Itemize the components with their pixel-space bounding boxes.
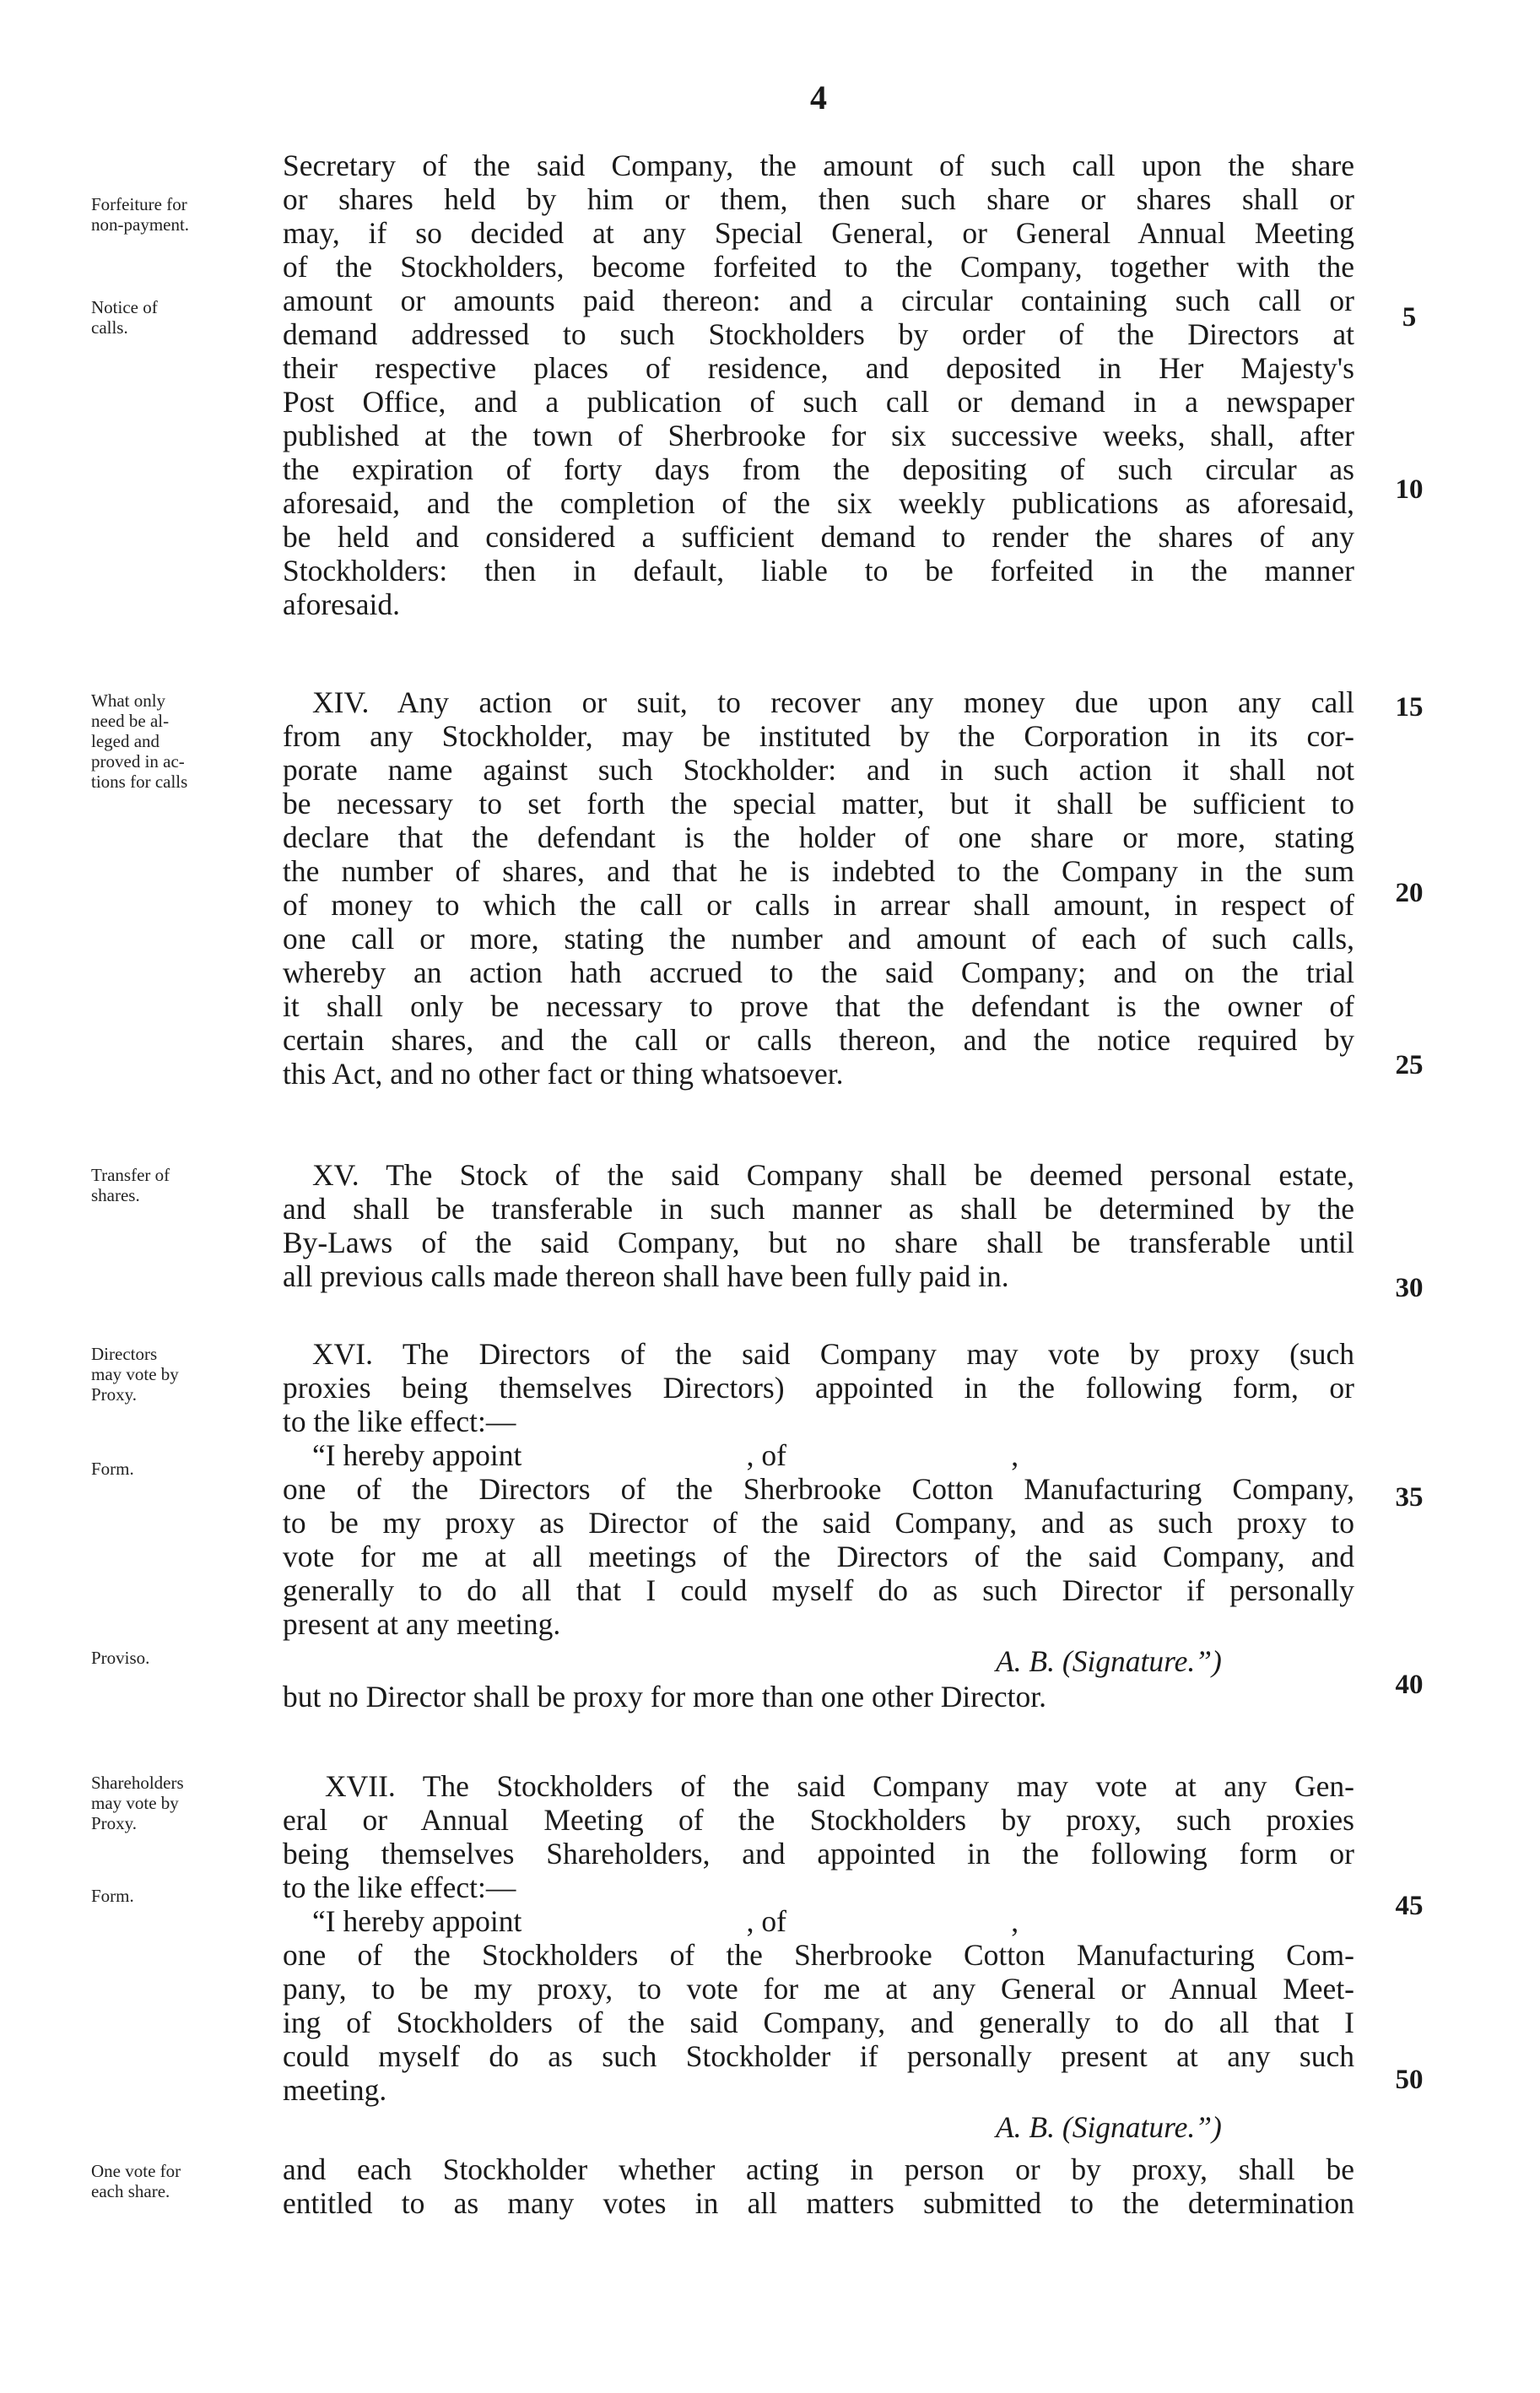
body-line: their respective places of residence, and deposited in Her Majesty's: [283, 351, 1354, 385]
line-number: 35: [1395, 1482, 1424, 1513]
body-line: all previous calls made thereon shall have been fully paid in.: [283, 1259, 1009, 1293]
line-number: 40: [1395, 1670, 1424, 1700]
body-line: one of the Directors of the Sherbrooke Cotton Manufacturing Company,: [283, 1472, 1354, 1506]
side-note-what-only: [91, 690, 285, 792]
section-heading-line: XVI. The Directors of the said Company may vote by proxy (such: [312, 1337, 1354, 1371]
side-note-one-vote: [91, 2161, 285, 2201]
body-line: whereby an action hath accrued to the said Company; and on the trial: [283, 956, 1354, 989]
body-line: proxies being themselves Directors) appointed in the following form, or: [283, 1371, 1354, 1405]
side-note-notice: [91, 297, 285, 338]
side-note-form-1: [91, 1459, 285, 1479]
body-line: amount or amounts paid thereon: and a circular containing such call or: [283, 284, 1354, 317]
body-line: and each Stockholder whether acting in person or by proxy, shall be: [283, 2152, 1354, 2186]
body-line: demand addressed to such Stockholders by order of the Directors at: [283, 317, 1354, 351]
form-appoint-line: “I hereby appoint , of ,: [312, 1904, 1019, 1938]
side-note-line: Form.: [91, 1886, 134, 1906]
body-line: be necessary to set forth the special matter, but it shall be sufficient to: [283, 787, 1354, 820]
line-number: 10: [1395, 474, 1424, 505]
side-note-line: need be al-: [91, 711, 170, 731]
line-number: 50: [1395, 2065, 1424, 2095]
side-note-transfer: [91, 1165, 285, 1205]
body-line: the expiration of forty days from the depositing of such circular as: [283, 452, 1354, 486]
body-line: of the Stockholders, become forfeited to the Company, together with the: [283, 250, 1354, 284]
body-line: aforesaid.: [283, 587, 400, 621]
body-line: Secretary of the said Company, the amount of such call upon the share: [283, 149, 1354, 182]
body-line: vote for me at all meetings of the Directors of the said Company, and: [283, 1540, 1354, 1573]
body-line: present at any meeting.: [283, 1607, 561, 1641]
side-note-line: Forfeiture for: [91, 194, 187, 214]
body-line: being themselves Shareholders, and appointed in the following form or: [283, 1837, 1354, 1871]
body-line: Post Office, and a publication of such call or demand in a newspaper: [283, 385, 1354, 419]
section-heading-line: XVII. The Stockholders of the said Company may vote at any Gen-: [325, 1769, 1354, 1803]
body-line: to be my proxy as Director of the said Company, and as such proxy to: [283, 1506, 1354, 1540]
body-line: Stockholders: then in default, liable to be forfeited in the manner: [283, 554, 1354, 587]
side-note-form-2: [91, 1886, 285, 1906]
body-line: pany, to be my proxy, to vote for me at any General or Annual Meet-: [283, 1972, 1354, 2006]
side-note-line: Proviso.: [91, 1648, 150, 1668]
body-line: be held and considered a sufficient demand to render the shares of any: [283, 520, 1354, 554]
side-note-line: Directors: [91, 1344, 158, 1364]
side-note-line: Transfer of: [91, 1165, 170, 1185]
side-note-line: each share.: [91, 2181, 170, 2201]
side-note-line: tions for calls: [91, 771, 188, 792]
line-number: 20: [1395, 878, 1424, 908]
side-note-proviso: [91, 1648, 285, 1668]
line-number: 25: [1395, 1050, 1424, 1080]
side-note-line: Shareholders: [91, 1773, 184, 1793]
body-line: eral or Annual Meeting of the Stockholders by proxy, such proxies: [283, 1803, 1354, 1837]
body-line: ing of Stockholders of the said Company, and generally to do all that I: [283, 2006, 1354, 2039]
body-line: entitled to as many votes in all matters submitted to the determination: [283, 2186, 1354, 2220]
body-line: declare that the defendant is the holder of one share or more, stating: [283, 820, 1354, 854]
line-number: 5: [1402, 302, 1417, 333]
body-line: and shall be transferable in such manner as shall be determined by the: [283, 1192, 1354, 1226]
form-appoint-line: “I hereby appoint , of ,: [312, 1438, 1019, 1472]
body-line: aforesaid, and the completion of the six weekly publications as aforesaid,: [283, 486, 1354, 520]
body-line: one call or more, stating the number and amount of each of such calls,: [283, 922, 1354, 956]
side-note-line: may vote by: [91, 1364, 179, 1384]
side-note-directors-proxy: [91, 1344, 285, 1405]
body-line: or shares held by him or them, then such share or shares shall or: [283, 182, 1354, 216]
page-number: 4: [810, 79, 827, 116]
body-line: By-Laws of the said Company, but no share shall be transferable until: [283, 1226, 1354, 1259]
body-line: one of the Stockholders of the Sherbrooke Cotton Manufacturing Com-: [283, 1938, 1354, 1972]
section-heading-line: XV. The Stock of the said Company shall be deemed personal estate,: [312, 1158, 1354, 1192]
body-line: could myself do as such Stockholder if personally present at any such: [283, 2039, 1354, 2073]
body-line: published at the town of Sherbrooke for six successive weeks, shall, after: [283, 419, 1354, 452]
signature-line: A. B. (Signature.”): [996, 1644, 1222, 1678]
body-line: but no Director shall be proxy for more than one other Director.: [283, 1680, 1046, 1714]
body-line: from any Stockholder, may be instituted by the Corporation in its cor-: [283, 719, 1354, 753]
body-line: certain shares, and the call or calls thereon, and the notice required by: [283, 1023, 1354, 1057]
side-note-line: Proxy.: [91, 1813, 138, 1833]
side-note-line: non-payment.: [91, 214, 190, 235]
body-line: to the like effect:—: [283, 1871, 516, 1904]
side-note-line: shares.: [91, 1185, 140, 1205]
line-number: 15: [1395, 692, 1424, 723]
body-line: to the like effect:—: [283, 1405, 516, 1438]
body-line: may, if so decided at any Special General, or General Annual Meeting: [283, 216, 1354, 250]
side-note-line: One vote for: [91, 2161, 181, 2181]
body-line: the number of shares, and that he is indebted to the Company in the sum: [283, 854, 1354, 888]
line-number: 45: [1395, 1891, 1424, 1921]
side-note-line: What only: [91, 690, 166, 711]
body-line: porate name against such Stockholder: and in such action it shall not: [283, 753, 1354, 787]
side-note-line: leged and: [91, 731, 160, 751]
body-line: generally to do all that I could myself do as such Director if personally: [283, 1573, 1354, 1607]
side-note-line: calls.: [91, 317, 128, 338]
body-line: meeting.: [283, 2073, 387, 2107]
side-note-shareholders-proxy: [91, 1773, 285, 1833]
line-number: 30: [1395, 1273, 1424, 1303]
side-note-line: proved in ac-: [91, 751, 185, 771]
section-heading-line: XIV. Any action or suit, to recover any money due upon any call: [312, 685, 1354, 719]
side-note-forfeiture: [91, 194, 285, 235]
signature-line: A. B. (Signature.”): [996, 2110, 1222, 2144]
body-line: it shall only be necessary to prove that the defendant is the owner of: [283, 989, 1354, 1023]
body-line: this Act, and no other fact or thing whatsoever.: [283, 1057, 844, 1091]
side-note-line: Proxy.: [91, 1384, 138, 1405]
side-note-line: may vote by: [91, 1793, 179, 1813]
side-note-line: Form.: [91, 1459, 134, 1479]
body-line: of money to which the call or calls in arrear shall amount, in respect of: [283, 888, 1354, 922]
side-note-line: Notice of: [91, 297, 158, 317]
